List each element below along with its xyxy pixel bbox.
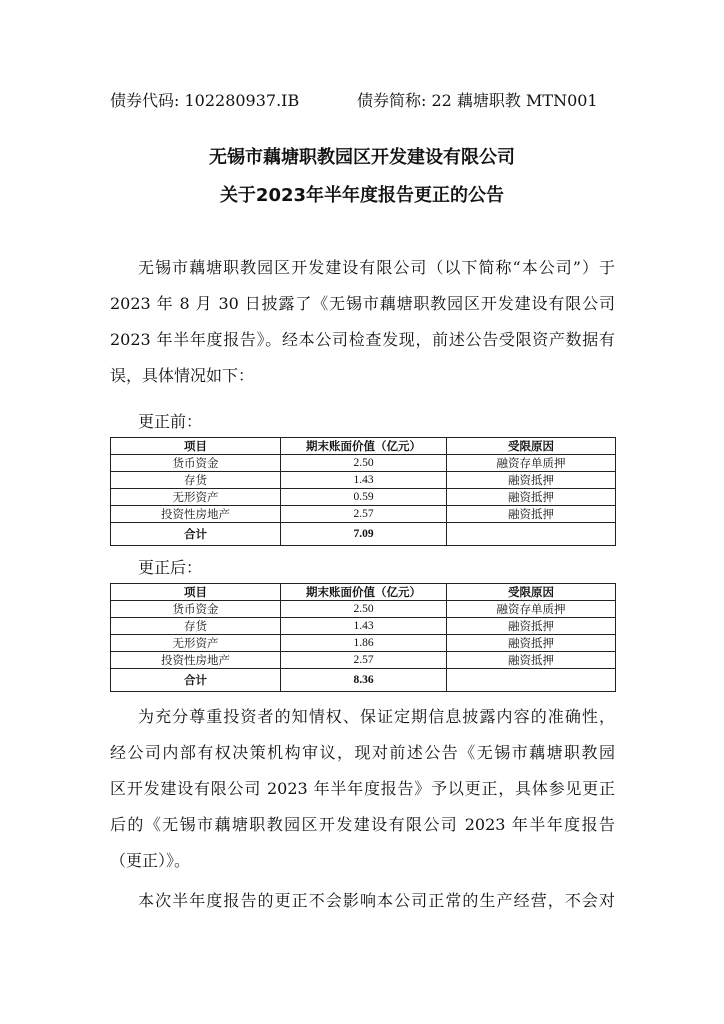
total-label: 合计 <box>111 669 281 692</box>
item-cell: 无形资产 <box>111 489 281 506</box>
total-row <box>111 669 616 692</box>
value-cell: 2.50 <box>281 601 447 618</box>
table-row <box>111 618 616 635</box>
body-line: 经公司内部有权决策机构审议，现对前述公告《无锡市藕塘职教园 <box>110 743 615 762</box>
body-line: 为充分尊重投资者的知情权、保证定期信息披露内容的准确性， <box>138 707 615 726</box>
value-cell: 1.86 <box>281 635 447 652</box>
intro-line: 误，具体情况如下： <box>110 366 255 385</box>
value-cell: 1.43 <box>281 472 447 489</box>
bond-code: 债券代码: 102280937.IB <box>110 91 300 110</box>
table-row <box>111 455 616 472</box>
body-line: 本次半年度报告的更正不会影响本公司正常的生产经营，不会对 <box>138 891 615 910</box>
item-cell: 存货 <box>111 618 281 635</box>
total-label: 合计 <box>111 523 281 546</box>
reason-cell: 融资抵押 <box>447 652 616 669</box>
value-cell: 1.43 <box>281 618 447 635</box>
doc-title-company: 无锡市藕塘职教园区开发建设有限公司 <box>209 147 515 168</box>
intro-line: 无锡市藕塘职教园区开发建设有限公司（以下简称“本公司”）于 <box>138 258 615 277</box>
column-header: 项目 <box>111 584 281 601</box>
column-header: 受限原因 <box>447 584 616 601</box>
table-header-row <box>111 438 616 455</box>
column-header: 期末账面价值（亿元） <box>281 438 447 455</box>
item-cell: 投资性房地产 <box>111 652 281 669</box>
item-cell: 投资性房地产 <box>111 506 281 523</box>
body-line: （更正）》。 <box>110 851 191 870</box>
impact-paragraph <box>110 883 615 919</box>
table-header-row <box>111 584 616 601</box>
reason-cell: 融资抵押 <box>447 472 616 489</box>
body-line: 后的《无锡市藕塘职教园区开发建设有限公司 2023 年半年度报告 <box>110 815 615 834</box>
total-value: 8.36 <box>281 669 447 692</box>
table-row <box>111 506 616 523</box>
value-cell: 0.59 <box>281 489 447 506</box>
table-row <box>111 489 616 506</box>
table-row <box>111 652 616 669</box>
before-table <box>110 437 616 546</box>
reason-cell: 融资抵押 <box>447 618 616 635</box>
body-line: 区开发建设有限公司 2023 年半年度报告》予以更正，具体参见更正 <box>110 779 615 798</box>
table-row <box>111 635 616 652</box>
intro-line: 2023 年半年度报告》。经本公司检查发现，前述公告受限资产数据有 <box>110 330 615 349</box>
before-label: 更正前： <box>138 412 203 431</box>
reason-cell: 融资抵押 <box>447 489 616 506</box>
table-row <box>111 472 616 489</box>
item-cell: 存货 <box>111 472 281 489</box>
value-cell: 2.57 <box>281 506 447 523</box>
column-header: 项目 <box>111 438 281 455</box>
correction-paragraph <box>110 699 615 879</box>
reason-cell: 融资存单质押 <box>447 601 616 618</box>
item-cell: 货币资金 <box>111 455 281 472</box>
reason-cell: 融资抵押 <box>447 506 616 523</box>
total-reason <box>447 523 616 546</box>
total-reason <box>447 669 616 692</box>
value-cell: 2.50 <box>281 455 447 472</box>
item-cell: 无形资产 <box>111 635 281 652</box>
column-header: 受限原因 <box>447 438 616 455</box>
reason-cell: 融资抵押 <box>447 635 616 652</box>
column-header: 期末账面价值（亿元） <box>281 584 447 601</box>
intro-line: 2023 年 8 月 30 日披露了《无锡市藕塘职教园区开发建设有限公司 <box>110 294 615 313</box>
value-cell: 2.57 <box>281 652 447 669</box>
total-value: 7.09 <box>281 523 447 546</box>
bond-short-name: 债券简称: 22 藕塘职教 MTN001 <box>357 91 598 110</box>
intro-paragraph <box>110 250 615 394</box>
total-row <box>111 523 616 546</box>
table-row <box>111 601 616 618</box>
after-table <box>110 583 616 692</box>
doc-title-subject: 关于2023年半年度报告更正的公告 <box>219 185 505 206</box>
reason-cell: 融资存单质押 <box>447 455 616 472</box>
after-label: 更正后： <box>138 558 203 577</box>
item-cell: 货币资金 <box>111 601 281 618</box>
